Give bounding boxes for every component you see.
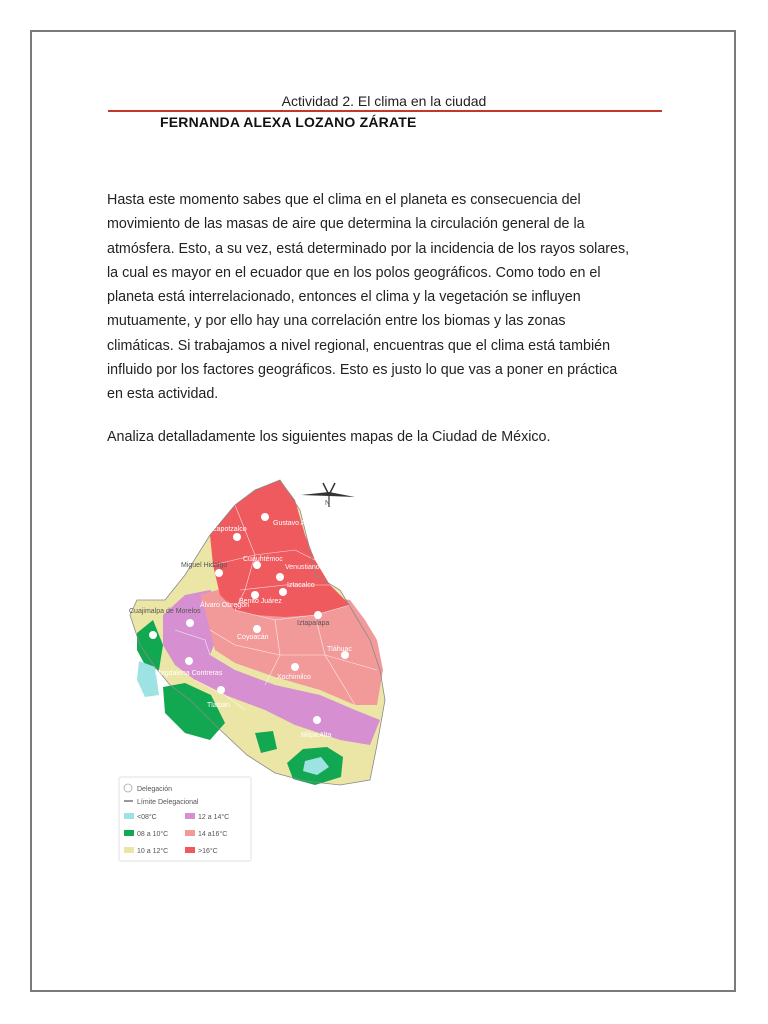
legend-swatch [185, 813, 195, 819]
label-gustavo-a-madero: Gustavo A. Madero [273, 520, 333, 527]
label-milpa-alta: Milpa Alta [301, 732, 332, 739]
legend-range-label: >16°C [198, 848, 218, 855]
map-legend [119, 777, 251, 861]
paragraph-line: climáticas. Si trabajamos a nivel regional, encuentras que el clima está también [107, 337, 611, 354]
label-iztacalco: Iztacalco [287, 582, 315, 589]
paragraph-line: influido por los factores geográficos. Esto es justo lo que vas a poner en práctica [107, 362, 618, 379]
legend-swatch [185, 830, 195, 836]
label-alvaro-obregon: Álvaro Obregón [200, 602, 250, 609]
cdmx-temperature-map [115, 455, 405, 865]
label-tlalpan: Tlalpan [207, 702, 230, 709]
legend-range-label: <08°C [137, 814, 157, 821]
author-name: FERNANDA ALEXA LOZANO ZÁRATE [160, 114, 417, 130]
label-cuauhtemoc: Cuauhtémoc [243, 556, 283, 563]
instruction-text: Analiza detalladamente los siguientes mapas de la Ciudad de México. [107, 429, 551, 445]
label-xochimilco: Xochimilco [277, 674, 311, 681]
legend-range-label: 12 a 14°C [198, 814, 230, 821]
legend-swatch [124, 813, 134, 819]
paragraph-line: mutuamente, y por ello hay una correlación entre los biomas y las zonas [107, 313, 566, 330]
label-coyoacan: Coyoacán [237, 634, 269, 641]
legend-range-label: 08 a 10°C [137, 831, 169, 838]
paragraph-line: planeta está interrelacionado, entonces el clima y la vegetación se influyen [107, 289, 581, 306]
label-azcapotzalco: Azcapotzalco [205, 526, 247, 533]
paragraph-line: atmósfera. Esto, a su vez, está determinado por la incidencia de los rayos solares, [107, 240, 630, 257]
label-cuajimalpa: Cuajimalpa de Morelos [129, 608, 201, 615]
header-rule [108, 110, 662, 112]
legend-range-label: 14 a16°C [198, 831, 228, 838]
paragraph-line: movimiento de las masas de aire que determina la circulación general de la [107, 216, 585, 233]
legend-delegation-label: Delegación [137, 786, 173, 793]
label-benito-juarez: Benito Juárez [239, 598, 282, 605]
legend-swatch [124, 830, 134, 836]
label-tlahuac: Tláhuac [327, 646, 352, 653]
legend-range-label: 10 a 12°C [137, 848, 169, 855]
label-magdalena-contreras: Magdalena Contreras [155, 670, 223, 677]
legend-swatch [124, 847, 134, 853]
north-arrow-icon [301, 483, 355, 507]
intro-paragraph [107, 188, 667, 407]
label-miguel-hidalgo: Miguel Hidalgo [181, 562, 228, 569]
delegation-marker-icon [124, 784, 132, 792]
legend-swatch [185, 847, 195, 853]
paragraph-line: en esta actividad. [107, 386, 219, 403]
label-venustiano-carranza: Venustiano Carranza [285, 564, 351, 571]
label-iztapalapa: Iztapalapa [297, 620, 330, 627]
paragraph-line: la cual es mayor en el ecuador que en los polos geográficos. Como todo en el [107, 264, 601, 281]
paragraph-line: Hasta este momento sabes que el clima en el planeta es consecuencia del [107, 192, 581, 208]
header-title: Actividad 2. El clima en la ciudad [281, 93, 487, 109]
legend-boundary-label: Límite Delegacional [137, 799, 199, 806]
north-label: N [325, 500, 331, 507]
